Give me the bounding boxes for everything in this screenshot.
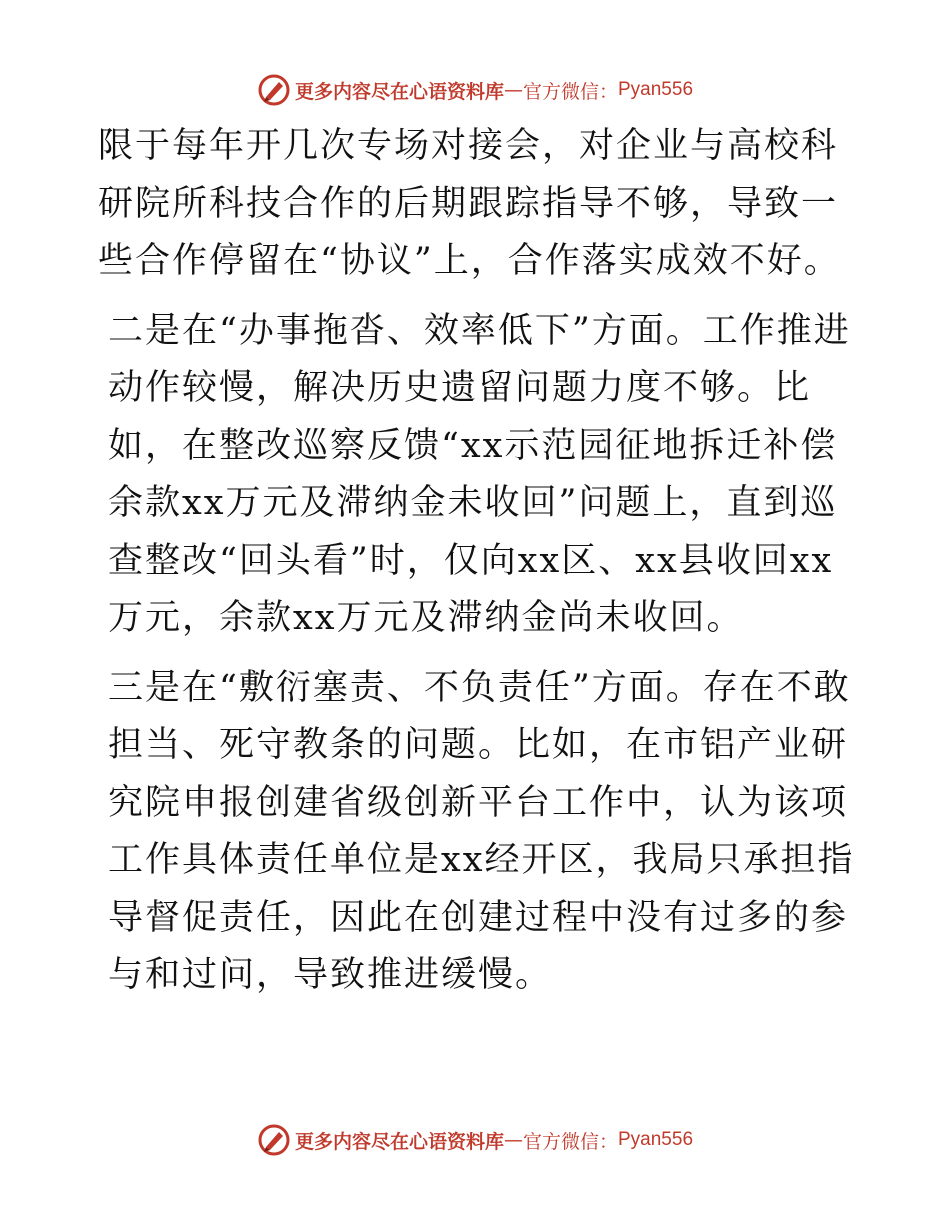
paragraph-point-two: 二是在“办事拖沓、效率低下”方面。工作推进动作较慢，解决历史遗留问题力度不够。比如，在整改巡察反馈“xx示范园征地拆迁补偿余款xx万元及滞纳金未收回”问题上，直到巡查整改“回头看”时，仅向xx区、xx县收回xx万元，余款xx万元及滞纳金尚未收回。 [108,310,851,638]
banner-dash: — [503,1129,523,1151]
banner-dash: — [503,79,523,101]
banner-wechat-id: Pyan556 [618,1129,694,1150]
pen-logo-icon [257,1123,291,1157]
banner-wechat-label: 官方微信： [522,80,618,103]
footer-watermark [0,1120,950,1160]
banner-wechat-id: Pyan556 [618,79,694,100]
banner-title: 更多内容尽在心语资料库 [294,80,504,103]
document-body [98,118,858,1005]
banner-wechat-label: 官方微信： [522,1130,618,1153]
banner-title: 更多内容尽在心语资料库 [294,1130,504,1153]
paragraph-point-three: 三是在“敷衍塞责、不负责任”方面。存在不敢担当、死守教条的问题。比如，在市铝产业研究院申报创建省级创新平台工作中，认为该项工作具体责任单位是xx经开区，我局只承担指导督促责任，因此在创建过程中没有过多的参与和过问，导致推进缓慢。 [108,667,855,995]
header-watermark [0,70,950,110]
pen-logo-icon [257,73,291,107]
paragraph-continuation: 限于每年开几次专场对接会，对企业与高校科研院所科技合作的后期跟踪指导不够，导致一些合作停留在“协议”上，合作落实成效不好。 [98,126,841,281]
